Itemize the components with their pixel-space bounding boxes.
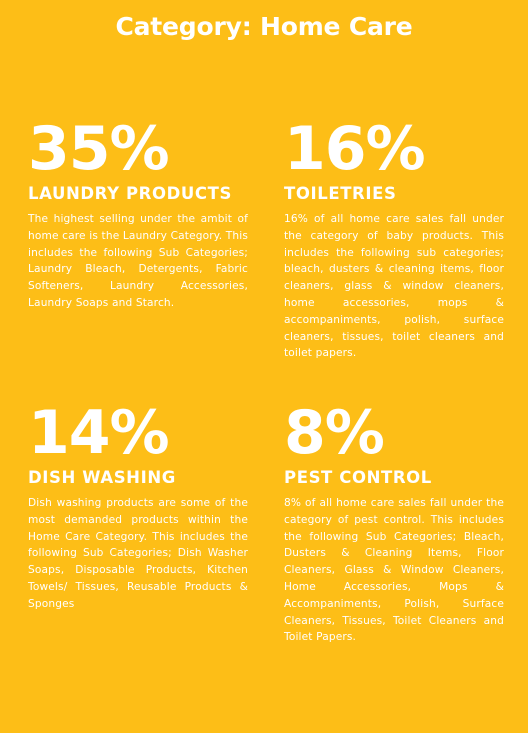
section-heading: PEST CONTROL: [284, 468, 432, 487]
section-heading: TOILETRIES: [284, 184, 397, 203]
section-laundry-products: [28, 114, 248, 312]
section-description: 8% of all home care sales fall under the category of pest control. This includes the following Sub Categories; Bleach, Dusters & Cleaning Items, Floor Cleaners, Glass & Window Cleaners, Home Accessories, Mops & Accompaniments, Polish, Surface Cleaners, Tissues, Toilet Cleaners and Toilet Papers.: [284, 497, 504, 644]
section-description: 16% of all home care sales fall under the category of baby products. This includes the following sub categories; bleach, dusters & cleaning items, floor cleaners, glass & window cleaners, home accessories, mops & accompaniments, polish, surface cleaners, tissues, toilet cleaners and toilet papers.: [284, 213, 504, 360]
section-percent: 14%: [28, 398, 169, 468]
section-percent: 8%: [284, 398, 384, 468]
section-toiletries: [284, 114, 504, 362]
section-dish-washing: [28, 398, 248, 613]
section-heading: LAUNDRY PRODUCTS: [28, 184, 232, 203]
page-title: Category: Home Care: [115, 12, 413, 41]
section-pest-control: [284, 398, 504, 646]
section-heading: DISH WASHING: [28, 468, 176, 487]
section-percent: 35%: [28, 114, 169, 184]
section-percent: 16%: [284, 114, 425, 184]
section-description: The highest selling under the ambit of home care is the Laundry Category. This includes the following Sub Categories; Laundry Bleach, Detergents, Fabric Softeners, Laundry Accessories, Laundry Soaps and Starch.: [28, 213, 248, 309]
section-description: Dish washing products are some of the most demanded products within the Home Care Category. This includes the following Sub Categories; Dish Washer Soaps, Disposable Products, Kitchen Towels/ Tissues, Reusable Products & Sponges: [28, 497, 248, 610]
